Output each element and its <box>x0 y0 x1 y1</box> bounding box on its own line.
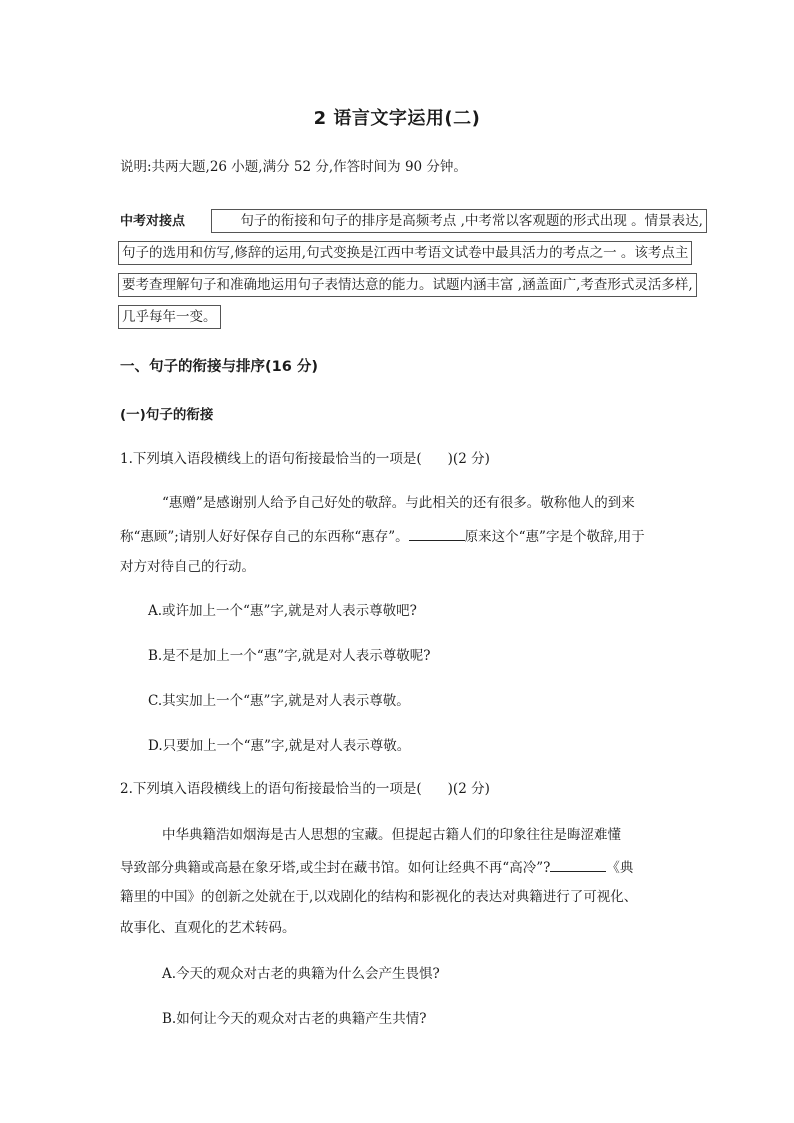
exam-point-row-1 <box>120 209 707 233</box>
question-1-option-d[interactable]: D.只要加上一个“惠”字,就是对人表示尊敬。 <box>148 738 411 754</box>
question-2-paragraph-line-2 <box>120 857 633 877</box>
question-2-paragraph-line-4: 故事化、直观化的艺术转码。 <box>120 920 296 936</box>
instructions: 说明:共两大题,26 小题,满分 52 分,作答时间为 90 分钟。 <box>120 159 467 175</box>
question-2-paragraph-line-1: 中华典籍浩如烟海是古人思想的宝藏。但提起古籍人们的印象往往是晦涩难懂 <box>162 827 621 843</box>
question-2-stem <box>120 780 490 798</box>
exam-point-line-1: 句子的衔接和句子的排序是高频考点 ,中考常以客观题的形式出现 。情景表达, <box>211 209 707 233</box>
question-1-paragraph-text-cont: 原来这个“惠”字是个敬辞,用于 <box>464 529 645 545</box>
page-title: 2 语言文字运用(二) <box>313 108 481 129</box>
exam-point-label: 中考对接点 <box>120 214 186 229</box>
question-2-option-a[interactable]: A.今天的观众对古老的典籍为什么会产生畏惧? <box>162 966 440 982</box>
exam-point-line-3: 要考查理解句子和准确地运用句子表情达意的能力。试题内涵丰富 ,涵盖面广,考查形式灵活多样, <box>118 273 697 297</box>
exam-point-row-4 <box>118 305 221 329</box>
question-1-paragraph-text: 称“惠顾”;请别人好好保存自己的东西称“惠存”。 <box>120 529 409 545</box>
question-2-stem-text: 2.下列填入语段横线上的语句衔接最恰当的一项是( <box>120 781 422 797</box>
question-1-paragraph-line-2 <box>120 526 645 546</box>
exam-point-line-4: 几乎每年一变。 <box>118 305 221 329</box>
question-2-points: )(2 分) <box>447 781 490 797</box>
question-1-paragraph-line-1: “惠赠”是感谢别人给予自己好处的敬辞。与此相关的还有很多。敬称他人的到来 <box>162 495 635 511</box>
question-2-paragraph-text: 导致部分典籍或高悬在象牙塔,或尘封在藏书馆。如何让经典不再“高冷”? <box>120 860 551 876</box>
question-1-stem <box>120 450 490 468</box>
exam-point-row-2 <box>118 241 692 265</box>
question-1-option-c[interactable]: C.其实加上一个“惠”字,就是对人表示尊敬。 <box>148 693 410 709</box>
question-1-paragraph-line-3: 对方对待自己的行动。 <box>120 559 255 575</box>
exam-point-row-3 <box>118 273 697 297</box>
question-1-stem-text: 1.下列填入语段横线上的语句衔接最恰当的一项是( <box>120 451 422 467</box>
subsection-heading: (一)句子的衔接 <box>120 407 214 423</box>
question-2-option-b[interactable]: B.如何让今天的观众对古老的典籍产生共情? <box>162 1011 427 1027</box>
fill-blank-line[interactable] <box>550 857 606 872</box>
fill-blank-line[interactable] <box>409 526 465 541</box>
question-1-points: )(2 分) <box>447 451 490 467</box>
section-heading: 一、句子的衔接与排序(16 分) <box>120 359 318 375</box>
exam-point-line-2: 句子的选用和仿写,修辞的运用,句式变换是江西中考语文试卷中最具活力的考点之一 。该考点主 <box>118 241 692 265</box>
question-1-option-b[interactable]: B.是不是加上一个“惠”字,就是对人表示尊敬呢? <box>148 648 431 664</box>
question-1-option-a[interactable]: A.或许加上一个“惠”字,就是对人表示尊敬吧? <box>148 603 417 619</box>
question-2-paragraph-line-3: 籍里的中国》的创新之处就在于,以戏剧化的结构和影视化的表达对典籍进行了可视化、 <box>120 889 638 905</box>
question-2-paragraph-text-cont: 《典 <box>606 860 634 876</box>
